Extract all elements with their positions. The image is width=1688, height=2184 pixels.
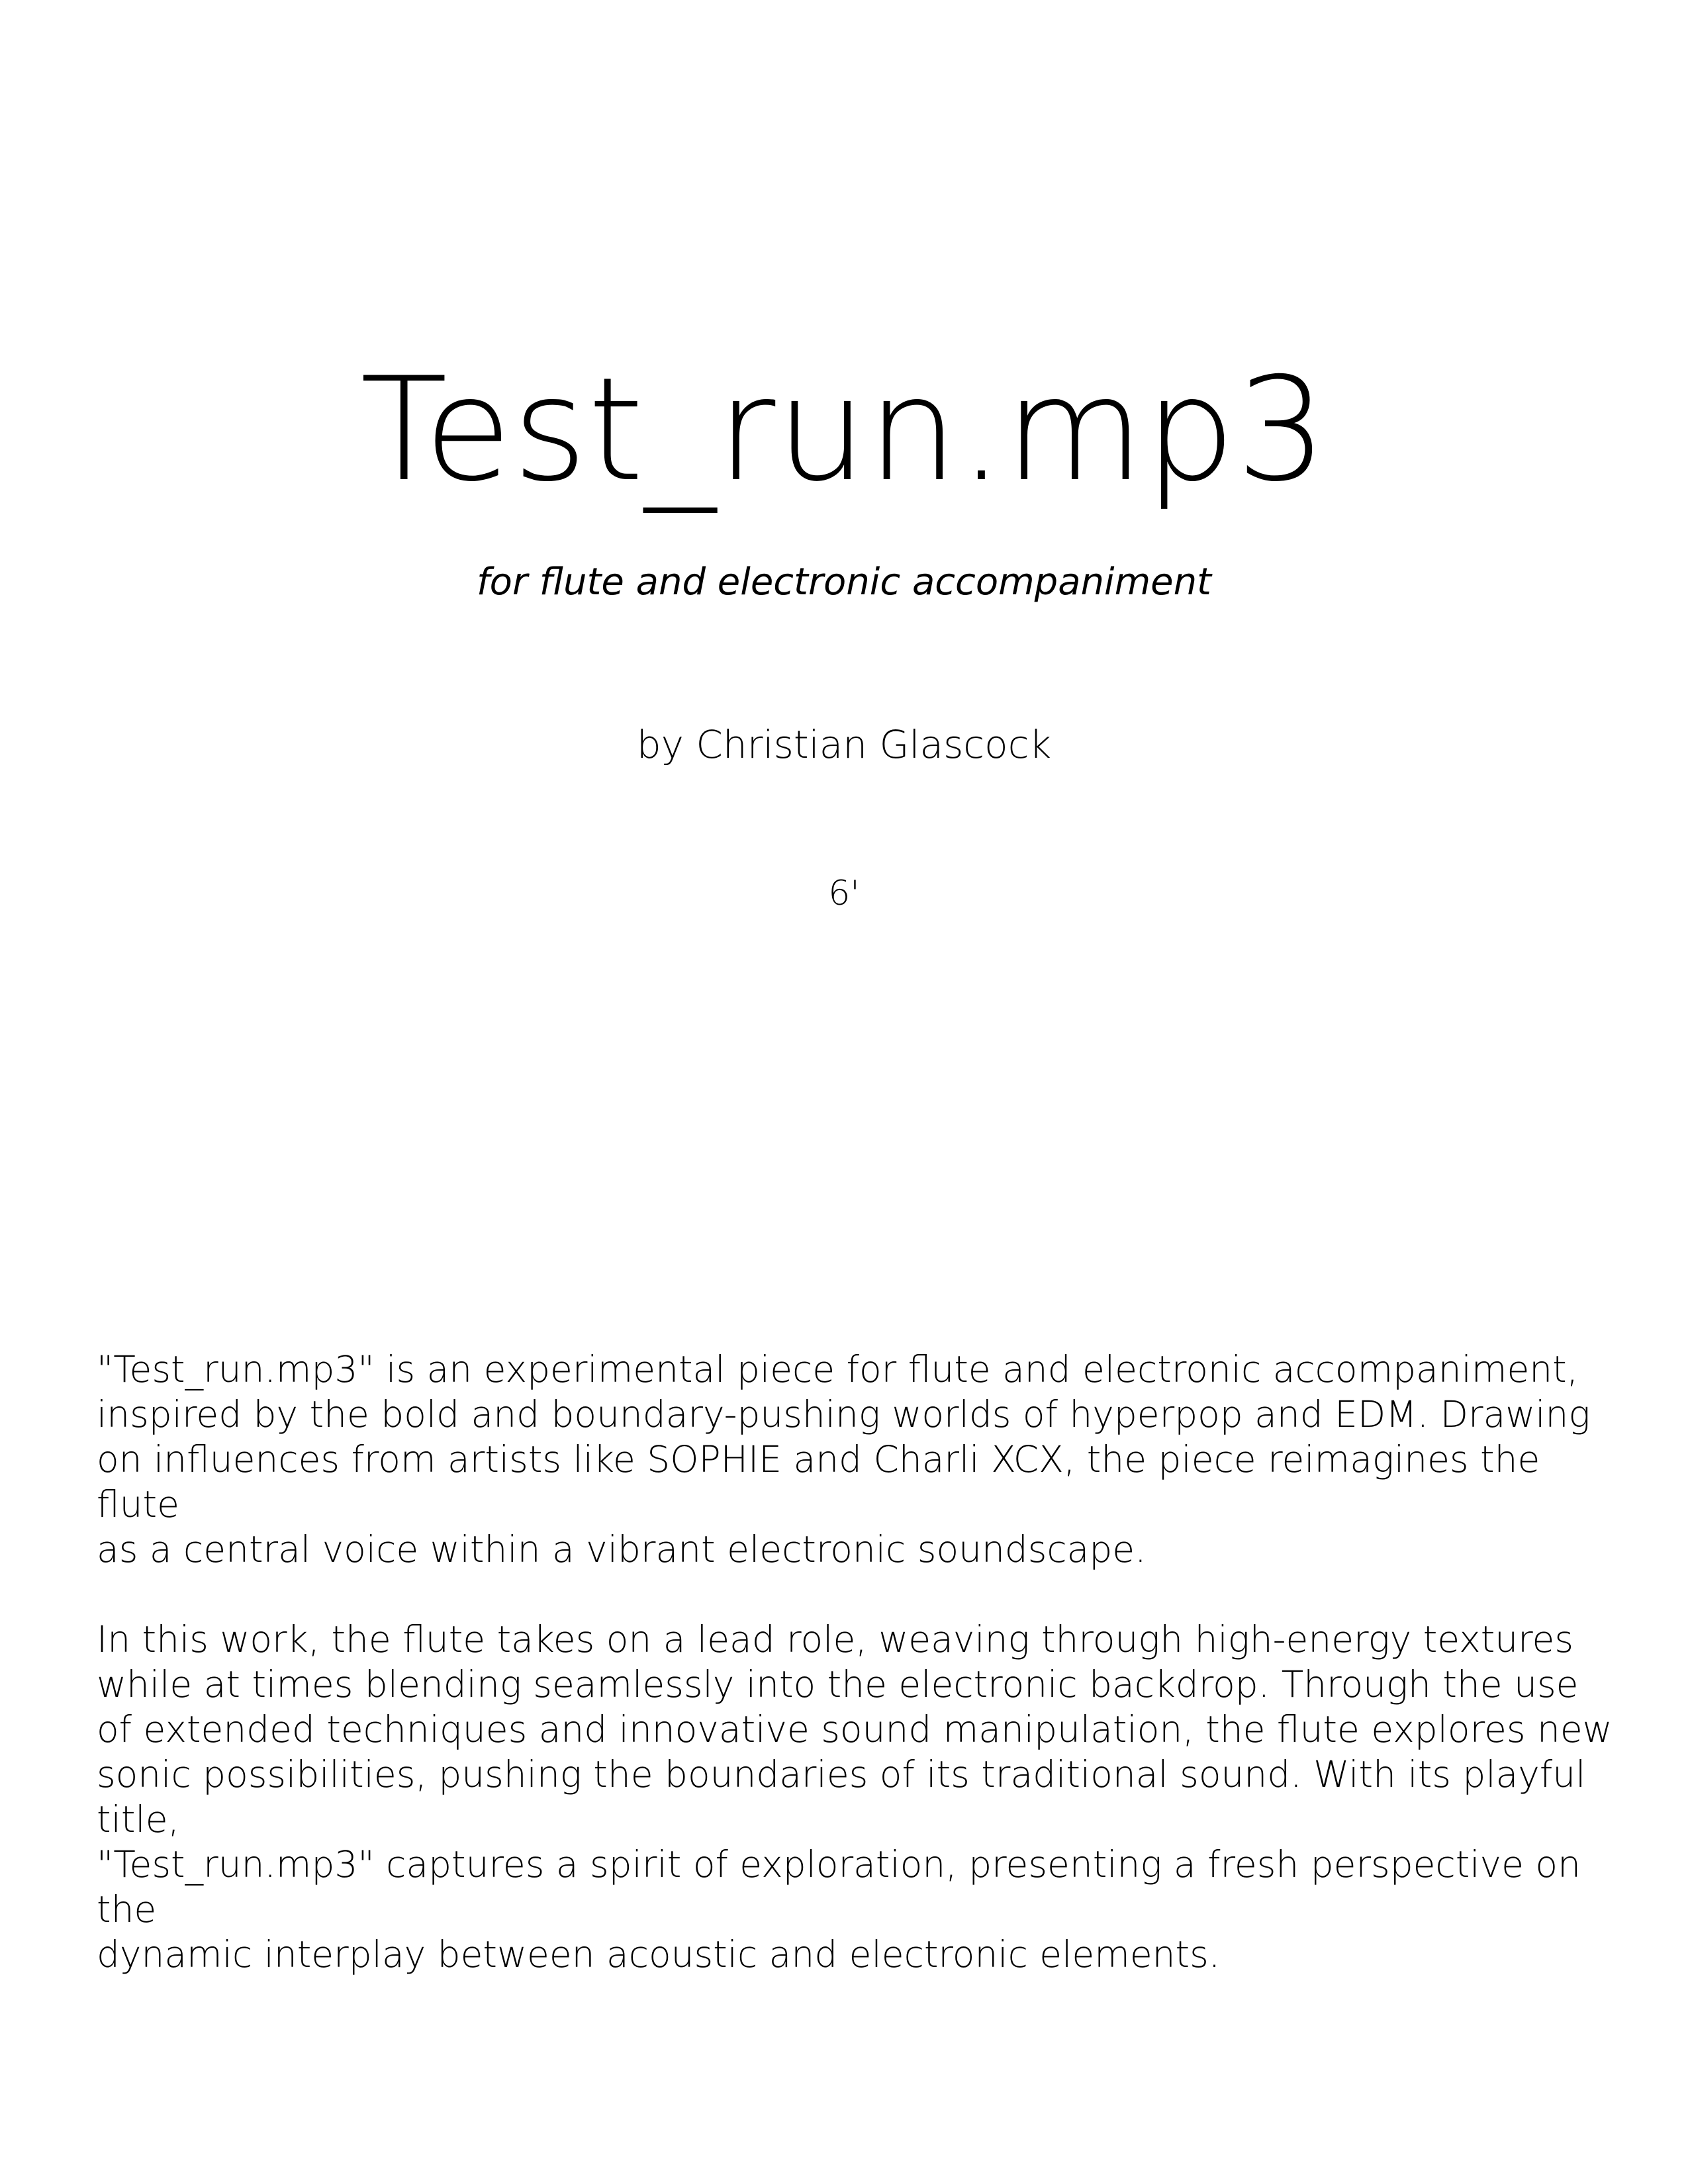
- program-note-paragraph: "Test_run.mp3" is an experimental piece for flute and electronic accompaniment, inspired by the bold and boundary-pushing worlds of hyperpop and EDM. Drawing on influences from artists like SOPHIE and Charli XCX, the piece reimagines the flute as a central voice within a vibrant electronic soundscape.: [97, 1348, 1591, 1570]
- piece-title: Test_run.mp3: [360, 347, 1328, 513]
- instrumentation-subtitle: for flute and electronic accompaniment: [476, 561, 1212, 604]
- composer-credit: by Christian Glascock: [636, 722, 1052, 767]
- program-notes: [97, 1347, 1613, 2022]
- program-note-paragraph: In this work, the flute takes on a lead role, weaving through high-energy textures while at times blending seamlessly into the electronic backdrop. Through the use of extended techniques and innovative sound manipulation, the flute explores new sonic possibilities, pushing the boundaries of its traditional sound. With its playful title, "Test_run.mp3" captures a spirit of exploration, presenting a fresh perspective on the dynamic interplay between acoustic and electronic elements.: [97, 1618, 1613, 1976]
- duration-marking: 6': [828, 874, 860, 913]
